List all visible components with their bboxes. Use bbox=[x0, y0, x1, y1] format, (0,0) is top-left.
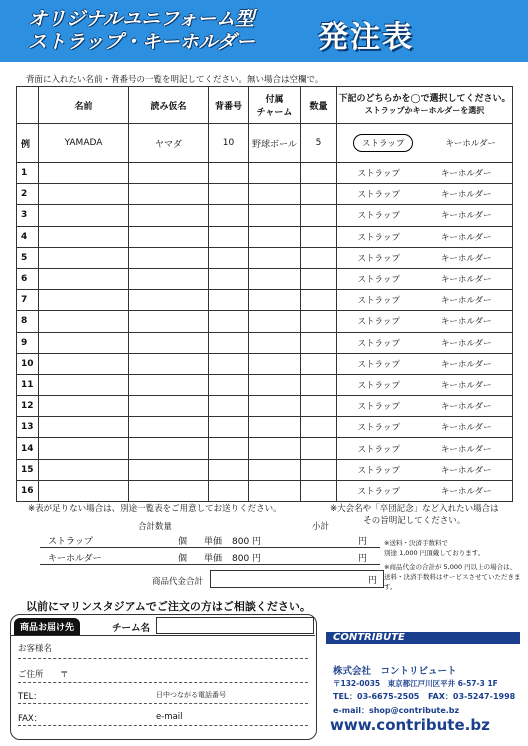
total-strap-unit: 個 bbox=[178, 537, 188, 547]
row-charm-cell[interactable] bbox=[249, 374, 301, 395]
select-note: 下記のどちらかを◯で選択してください。 bbox=[338, 93, 511, 104]
fax-label: FAX： bbox=[18, 714, 43, 724]
total-keyholder-price[interactable]: 800 円 bbox=[232, 554, 262, 564]
row-strap-option[interactable]: ストラップ bbox=[357, 317, 400, 328]
example-choice bbox=[337, 124, 513, 163]
row-number: 10 bbox=[17, 353, 39, 374]
table-row bbox=[17, 374, 513, 395]
row-number-cell[interactable] bbox=[209, 438, 249, 459]
row-kana-cell[interactable] bbox=[129, 417, 209, 438]
row-number-cell[interactable] bbox=[209, 480, 249, 501]
row-qty-cell[interactable] bbox=[301, 396, 337, 417]
company-logo: CONTRIBUTE bbox=[333, 632, 405, 643]
sum-yen: 円 bbox=[367, 576, 377, 586]
col-name-header: 名前 bbox=[39, 87, 129, 124]
header-title-line2: ストラップ・キーホルダー bbox=[28, 31, 255, 53]
totals-qty-header: 合計数量 bbox=[138, 522, 173, 532]
row-number-cell[interactable] bbox=[209, 459, 249, 480]
address-label: ご住所 bbox=[18, 670, 44, 680]
row-charm-cell[interactable] bbox=[249, 226, 301, 247]
company-address: 〒132-0035 東京都江戸川区平井 6-57-3 1F bbox=[333, 679, 498, 688]
row-number: 4 bbox=[17, 226, 39, 247]
row-name-cell[interactable] bbox=[39, 311, 129, 332]
row-strap-option[interactable]: ストラップ bbox=[357, 275, 400, 286]
col-qty-header: 数量 bbox=[301, 87, 337, 124]
row-name-cell[interactable] bbox=[39, 290, 129, 311]
row-choice-cell bbox=[337, 480, 513, 501]
row-name-cell[interactable] bbox=[39, 480, 129, 501]
example-kana: ヤマダ bbox=[129, 124, 209, 163]
company-url[interactable]: www.contribute.bz bbox=[330, 716, 490, 734]
row-kana-cell[interactable] bbox=[129, 205, 209, 226]
row-name-cell[interactable] bbox=[39, 184, 129, 205]
row-kana-cell[interactable] bbox=[129, 480, 209, 501]
total-strap-yen: 円 bbox=[358, 537, 368, 547]
row-strap-option[interactable]: ストラップ bbox=[357, 402, 400, 413]
example-label: 例 bbox=[17, 124, 39, 163]
row-name-cell[interactable] bbox=[39, 438, 129, 459]
row-qty-cell[interactable] bbox=[301, 247, 337, 268]
row-qty-cell[interactable] bbox=[301, 459, 337, 480]
row-charm-cell[interactable] bbox=[249, 438, 301, 459]
row-number: 11 bbox=[17, 374, 39, 395]
row-strap-option[interactable]: ストラップ bbox=[357, 465, 400, 476]
example-name: YAMADA bbox=[39, 124, 129, 163]
row-choice-cell bbox=[337, 163, 513, 184]
row-choice-cell bbox=[337, 396, 513, 417]
totals-sub-header: 小計 bbox=[312, 522, 330, 532]
shipping-note-3: ※商品代金の合計が 5,000 円以上の場合は、 bbox=[384, 563, 517, 571]
row-number: 16 bbox=[17, 480, 39, 501]
row-number-cell[interactable] bbox=[209, 374, 249, 395]
row-strap-option[interactable]: ストラップ bbox=[357, 253, 400, 264]
row-strap-option[interactable]: ストラップ bbox=[357, 169, 400, 180]
note-left: ※表が足りない場合は、別途一覧表をご用意してお送りください。 bbox=[28, 504, 282, 514]
row-strap-option[interactable]: ストラップ bbox=[357, 211, 400, 222]
row-choice-cell bbox=[337, 353, 513, 374]
table-row bbox=[17, 184, 513, 205]
row-number-cell[interactable] bbox=[209, 332, 249, 353]
table-row bbox=[17, 417, 513, 438]
row-name-cell[interactable] bbox=[39, 268, 129, 289]
company-tel: TEL：03-6675-2505 bbox=[333, 692, 420, 701]
row-choice-cell bbox=[337, 374, 513, 395]
row-number-cell[interactable] bbox=[209, 205, 249, 226]
total-row-keyholder bbox=[40, 551, 380, 565]
row-keyholder-option[interactable]: キーホルダー bbox=[440, 465, 492, 476]
row-keyholder-option[interactable]: キーホルダー bbox=[440, 211, 492, 222]
row-name-cell[interactable] bbox=[39, 205, 129, 226]
row-qty-cell[interactable] bbox=[301, 374, 337, 395]
row-number-cell[interactable] bbox=[209, 311, 249, 332]
table-row bbox=[17, 290, 513, 311]
row-kana-cell[interactable] bbox=[129, 374, 209, 395]
row-charm-cell[interactable] bbox=[249, 205, 301, 226]
row-number-cell[interactable] bbox=[209, 163, 249, 184]
tel-label: TEL： bbox=[18, 692, 42, 702]
example-charm: 野球ボール bbox=[249, 124, 301, 163]
row-qty-cell[interactable] bbox=[301, 205, 337, 226]
row-choice-cell bbox=[337, 226, 513, 247]
row-keyholder-option[interactable]: キーホルダー bbox=[440, 402, 492, 413]
row-qty-cell[interactable] bbox=[301, 417, 337, 438]
row-kana-cell[interactable] bbox=[129, 247, 209, 268]
row-kana-cell[interactable] bbox=[129, 332, 209, 353]
row-qty-cell[interactable] bbox=[301, 438, 337, 459]
row-name-cell[interactable] bbox=[39, 226, 129, 247]
row-kana-cell[interactable] bbox=[129, 438, 209, 459]
row-charm-cell[interactable] bbox=[249, 247, 301, 268]
tel-field[interactable] bbox=[18, 703, 308, 704]
row-charm-cell[interactable] bbox=[249, 268, 301, 289]
row-keyholder-option[interactable]: キーホルダー bbox=[440, 380, 492, 391]
company-fax: FAX：03-5247-1998 bbox=[428, 692, 516, 701]
row-charm-cell[interactable] bbox=[249, 459, 301, 480]
row-qty-cell[interactable] bbox=[301, 226, 337, 247]
total-keyholder-yen: 円 bbox=[358, 554, 368, 564]
row-charm-cell[interactable] bbox=[249, 290, 301, 311]
row-charm-cell[interactable] bbox=[249, 417, 301, 438]
row-kana-cell[interactable] bbox=[129, 268, 209, 289]
row-strap-option[interactable]: ストラップ bbox=[357, 190, 400, 201]
row-number: 14 bbox=[17, 438, 39, 459]
row-number: 1 bbox=[17, 163, 39, 184]
row-number: 6 bbox=[17, 268, 39, 289]
consult-note: 以前にマリンスタジアムでご注文の方はご相談ください。 bbox=[26, 600, 311, 613]
daytime-phone-label: 日中つながる電話番号 bbox=[156, 691, 226, 699]
table-row bbox=[17, 311, 513, 332]
row-choice-cell bbox=[337, 417, 513, 438]
row-number-cell[interactable] bbox=[209, 247, 249, 268]
shipping-note-4: 送料・決済手数料はサービスさせていただきます。 bbox=[384, 573, 521, 591]
row-charm-cell[interactable] bbox=[249, 184, 301, 205]
row-kana-cell[interactable] bbox=[129, 459, 209, 480]
row-charm-cell[interactable] bbox=[249, 353, 301, 374]
row-number: 8 bbox=[17, 311, 39, 332]
row-charm-cell[interactable] bbox=[249, 332, 301, 353]
total-row-strap bbox=[40, 534, 380, 548]
total-keyholder-price-label: 単価 bbox=[204, 554, 223, 564]
row-strap-option[interactable]: ストラップ bbox=[357, 296, 400, 307]
table-row bbox=[17, 268, 513, 289]
total-strap-price-label: 単価 bbox=[204, 537, 223, 547]
row-number-cell[interactable] bbox=[209, 290, 249, 311]
team-name-field[interactable] bbox=[156, 617, 314, 634]
row-qty-cell[interactable] bbox=[301, 184, 337, 205]
select-label: ストラップかキーホルダーを選択 bbox=[364, 105, 485, 115]
fax-email-field[interactable] bbox=[18, 725, 308, 726]
row-number: 2 bbox=[17, 184, 39, 205]
row-choice-cell bbox=[337, 311, 513, 332]
example-strap-circled: ストラップ bbox=[353, 134, 413, 152]
row-choice-cell bbox=[337, 205, 513, 226]
table-row bbox=[17, 226, 513, 247]
sum-label: 商品代金合計 bbox=[152, 577, 204, 587]
row-strap-option[interactable]: ストラップ bbox=[357, 359, 400, 370]
row-qty-cell[interactable] bbox=[301, 268, 337, 289]
row-number-cell[interactable] bbox=[209, 396, 249, 417]
col-charm-header bbox=[249, 87, 301, 124]
row-strap-option[interactable]: ストラップ bbox=[357, 380, 400, 391]
order-table bbox=[16, 86, 513, 502]
row-name-cell[interactable] bbox=[39, 459, 129, 480]
row-name-cell[interactable] bbox=[39, 353, 129, 374]
row-strap-option[interactable]: ストラップ bbox=[357, 232, 400, 243]
row-choice-cell bbox=[337, 247, 513, 268]
example-keyholder: キーホルダー bbox=[445, 139, 496, 149]
example-row bbox=[17, 124, 513, 163]
total-strap-label: ストラップ bbox=[48, 537, 93, 547]
row-kana-cell[interactable] bbox=[129, 311, 209, 332]
row-choice-cell bbox=[337, 184, 513, 205]
row-name-cell[interactable] bbox=[39, 417, 129, 438]
row-number: 9 bbox=[17, 332, 39, 353]
row-name-cell[interactable] bbox=[39, 396, 129, 417]
row-number-cell[interactable] bbox=[209, 226, 249, 247]
shipping-note-1: ※送料・決済手数料で bbox=[384, 539, 448, 547]
row-keyholder-option[interactable]: キーホルダー bbox=[440, 338, 492, 349]
table-row bbox=[17, 332, 513, 353]
total-keyholder-label: キーホルダー bbox=[48, 554, 102, 564]
col-charm-line2: チャーム bbox=[256, 108, 293, 118]
row-keyholder-option[interactable]: キーホルダー bbox=[440, 423, 492, 434]
row-charm-cell[interactable] bbox=[249, 163, 301, 184]
table-row bbox=[17, 438, 513, 459]
row-name-cell[interactable] bbox=[39, 332, 129, 353]
example-qty: 5 bbox=[301, 124, 337, 163]
email-label: e-mail bbox=[156, 712, 183, 722]
company-email[interactable]: e-mail：shop@contribute.bz bbox=[333, 706, 460, 715]
row-keyholder-option[interactable]: キーホルダー bbox=[440, 317, 492, 328]
row-number: 12 bbox=[17, 396, 39, 417]
row-number: 5 bbox=[17, 247, 39, 268]
row-kana-cell[interactable] bbox=[129, 184, 209, 205]
row-qty-cell[interactable] bbox=[301, 332, 337, 353]
row-kana-cell[interactable] bbox=[129, 290, 209, 311]
table-row bbox=[17, 247, 513, 268]
row-qty-cell[interactable] bbox=[301, 353, 337, 374]
row-number: 7 bbox=[17, 290, 39, 311]
shipping-note-2: 別途 1,000 円頂戴しております。 bbox=[384, 549, 485, 557]
table-header-row bbox=[17, 87, 513, 124]
row-qty-cell[interactable] bbox=[301, 311, 337, 332]
row-keyholder-option[interactable]: キーホルダー bbox=[440, 359, 492, 370]
note-right-line1: ※大会名や「卒団記念」など入れたい場合は bbox=[330, 504, 499, 514]
row-charm-cell[interactable] bbox=[249, 480, 301, 501]
row-charm-cell[interactable] bbox=[249, 311, 301, 332]
note-right bbox=[330, 502, 499, 526]
row-strap-option[interactable]: ストラップ bbox=[357, 423, 400, 434]
company-name: 株式会社 コントリビュート bbox=[333, 666, 457, 677]
row-name-cell[interactable] bbox=[39, 374, 129, 395]
col-kana-header: 読み仮名 bbox=[129, 87, 209, 124]
row-choice-cell bbox=[337, 268, 513, 289]
team-label: チーム名 bbox=[112, 623, 151, 634]
instruction-text: 背面に入れたい名前・背番号の一覧を明記してください。無い場合は空欄で。 bbox=[26, 75, 324, 85]
shipping-notes bbox=[384, 538, 528, 592]
postal-mark: 〒 bbox=[60, 670, 69, 680]
row-qty-cell[interactable] bbox=[301, 480, 337, 501]
row-strap-option[interactable]: ストラップ bbox=[357, 444, 400, 455]
row-number-cell[interactable] bbox=[209, 184, 249, 205]
table-row bbox=[17, 163, 513, 184]
row-kana-cell[interactable] bbox=[129, 163, 209, 184]
row-keyholder-option[interactable]: キーホルダー bbox=[440, 275, 492, 286]
col-select-header bbox=[337, 87, 513, 124]
table-row bbox=[17, 205, 513, 226]
row-number-cell[interactable] bbox=[209, 353, 249, 374]
table-row bbox=[17, 459, 513, 480]
row-qty-cell[interactable] bbox=[301, 290, 337, 311]
row-kana-cell[interactable] bbox=[129, 226, 209, 247]
row-keyholder-option[interactable]: キーホルダー bbox=[440, 444, 492, 455]
customer-field[interactable] bbox=[18, 658, 308, 659]
row-name-cell[interactable] bbox=[39, 163, 129, 184]
row-qty-cell[interactable] bbox=[301, 163, 337, 184]
row-kana-cell[interactable] bbox=[129, 396, 209, 417]
header-title-line1: オリジナルユニフォーム型 bbox=[28, 8, 255, 30]
row-keyholder-option[interactable]: キーホルダー bbox=[440, 190, 492, 201]
row-keyholder-option[interactable]: キーホルダー bbox=[440, 253, 492, 264]
row-choice-cell bbox=[337, 459, 513, 480]
row-charm-cell[interactable] bbox=[249, 396, 301, 417]
col-number-header: 背番号 bbox=[209, 87, 249, 124]
row-keyholder-option[interactable]: キーホルダー bbox=[440, 486, 492, 497]
row-strap-option[interactable]: ストラップ bbox=[357, 486, 400, 497]
row-number-cell[interactable] bbox=[209, 268, 249, 289]
form-divider bbox=[10, 635, 315, 636]
row-kana-cell[interactable] bbox=[129, 353, 209, 374]
row-choice-cell bbox=[337, 290, 513, 311]
address-field[interactable] bbox=[18, 682, 308, 683]
table-row bbox=[17, 353, 513, 374]
row-choice-cell bbox=[337, 332, 513, 353]
row-number: 15 bbox=[17, 459, 39, 480]
customer-label: お客様名 bbox=[18, 644, 53, 654]
row-number: 3 bbox=[17, 205, 39, 226]
col-charm-line1: 付属 bbox=[265, 95, 284, 105]
row-strap-option[interactable]: ストラップ bbox=[357, 338, 400, 349]
row-number: 13 bbox=[17, 417, 39, 438]
note-right-line2: その旨明記してください。 bbox=[363, 516, 466, 526]
row-name-cell[interactable] bbox=[39, 247, 129, 268]
delivery-tab: 商品お届け先 bbox=[14, 618, 80, 635]
row-keyholder-option[interactable]: キーホルダー bbox=[440, 232, 492, 243]
example-number: 10 bbox=[209, 124, 249, 163]
sum-field[interactable] bbox=[210, 570, 384, 588]
page-title: 発注表 bbox=[318, 20, 414, 55]
total-keyholder-unit: 個 bbox=[178, 554, 188, 564]
row-number-cell[interactable] bbox=[209, 417, 249, 438]
row-choice-cell bbox=[337, 438, 513, 459]
table-row bbox=[17, 480, 513, 501]
row-keyholder-option[interactable]: キーホルダー bbox=[440, 296, 492, 307]
row-keyholder-option[interactable]: キーホルダー bbox=[440, 169, 492, 180]
total-strap-price[interactable]: 800 円 bbox=[232, 537, 262, 547]
table-row bbox=[17, 396, 513, 417]
